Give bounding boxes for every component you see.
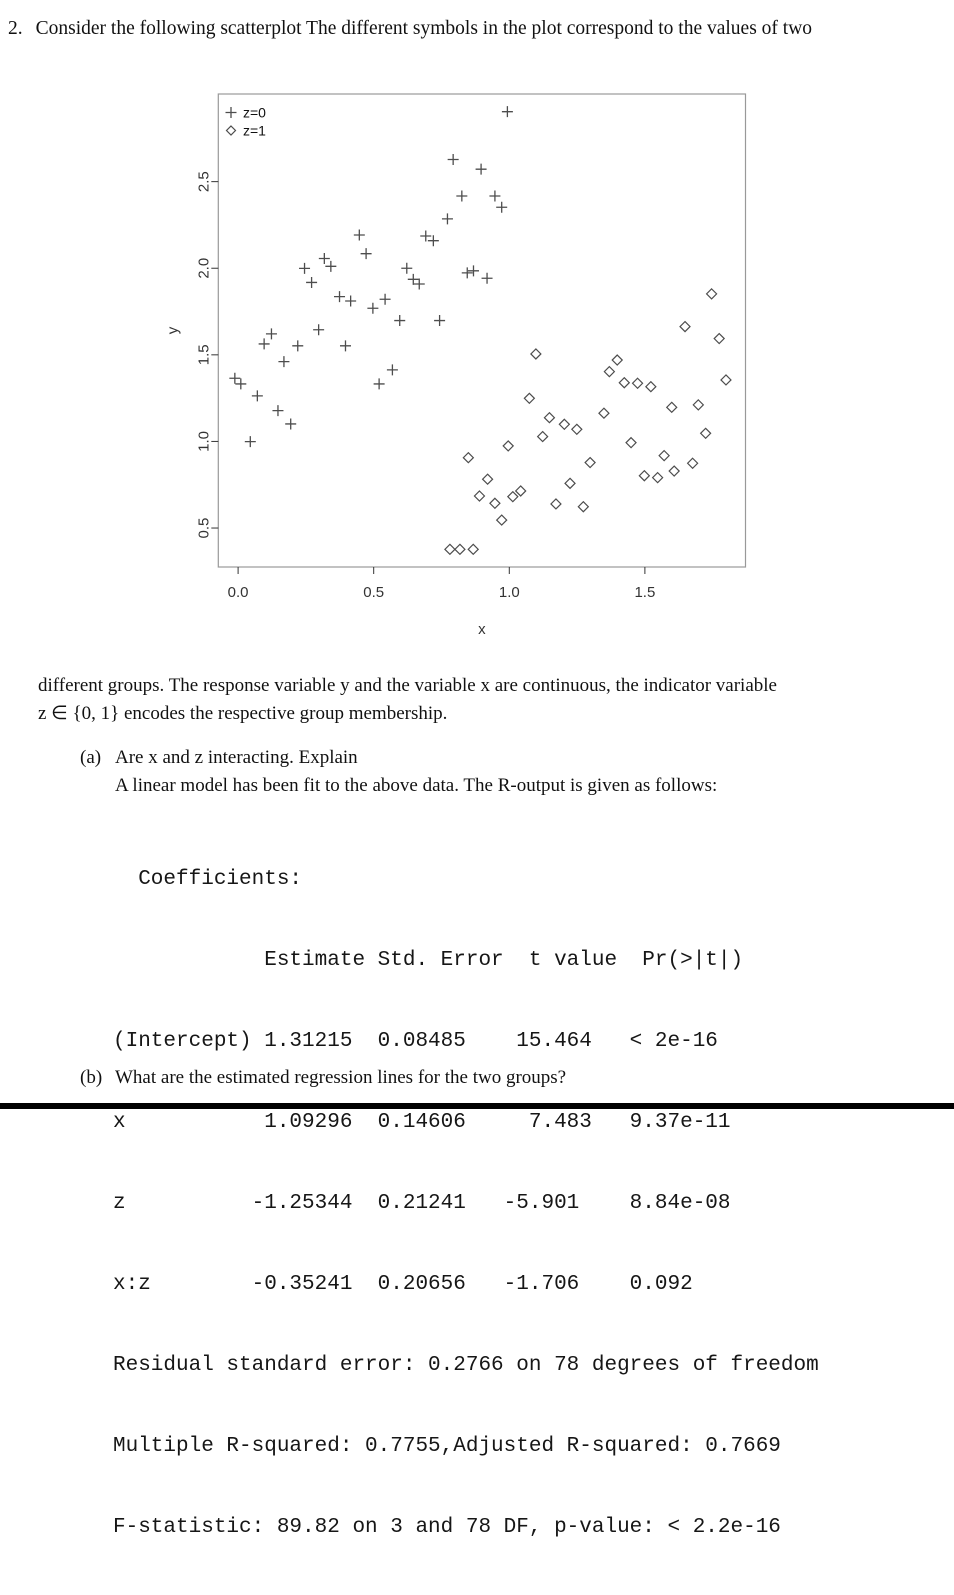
data-point-diamond-z1 — [565, 478, 575, 488]
r-output-row-intercept: (Intercept) 1.31215 0.08485 15.464 < 2e-16 — [113, 1030, 718, 1053]
data-point-diamond-z1 — [531, 349, 541, 359]
x-tick-label: 0.5 — [363, 584, 385, 601]
y-tick-label: 1.0 — [195, 431, 213, 452]
data-point-plus-z0 — [272, 405, 283, 416]
data-point-plus-z0 — [462, 267, 473, 278]
r-output-row-z: z -1.25344 0.21241 -5.901 8.84e-08 — [113, 1192, 731, 1215]
data-point-diamond-z1 — [551, 499, 561, 509]
plot-box — [218, 94, 745, 567]
data-point-plus-z0 — [367, 303, 378, 314]
data-point-plus-z0 — [456, 191, 467, 202]
data-point-plus-z0 — [345, 295, 356, 306]
data-point-plus-z0 — [334, 291, 345, 302]
data-point-diamond-z1 — [680, 322, 690, 332]
y-tick-label: 0.5 — [195, 517, 213, 539]
part-b-body — [115, 1064, 566, 1092]
part-b-label: (b) — [80, 1067, 103, 1088]
part-a-body — [115, 744, 717, 799]
r-output-coefficients-title: Coefficients: — [113, 868, 303, 891]
data-point-diamond-z1 — [604, 367, 614, 377]
data-point-diamond-z1 — [508, 492, 518, 502]
r-output-residual-se: Residual standard error: 0.2766 on 78 degrees of freedom — [113, 1354, 819, 1377]
question-line — [8, 15, 948, 43]
data-point-diamond-z1 — [599, 408, 609, 418]
y-tick-label: 1.5 — [195, 344, 213, 366]
data-point-diamond-z1 — [707, 289, 717, 299]
data-point-diamond-z1 — [639, 471, 649, 481]
data-point-plus-z0 — [235, 378, 246, 389]
data-point-plus-z0 — [468, 265, 479, 276]
r-output-row-x: x 1.09296 0.14606 7.483 9.37e-11 — [113, 1111, 731, 1134]
data-point-diamond-z1 — [693, 400, 703, 410]
data-point-plus-z0 — [252, 390, 263, 401]
data-point-diamond-z1 — [612, 355, 622, 365]
data-point-diamond-z1 — [701, 428, 711, 438]
part-a-line1: Are x and z interacting. Explain — [115, 747, 358, 768]
data-point-plus-z0 — [361, 248, 372, 259]
data-point-plus-z0 — [442, 213, 453, 224]
part-b-line1: What are the estimated regression lines for the two groups? — [115, 1067, 567, 1088]
data-point-plus-z0 — [266, 328, 277, 339]
x-tick-label: 1.0 — [498, 584, 520, 601]
data-point-plus-z0 — [319, 253, 330, 264]
data-point-plus-z0 — [414, 278, 425, 289]
data-point-diamond-z1 — [578, 502, 588, 512]
data-point-plus-z0 — [489, 191, 500, 202]
data-point-diamond-z1 — [483, 474, 493, 484]
data-point-plus-z0 — [448, 154, 459, 165]
r-output-f-statistic: F-statistic: 89.82 on 3 and 78 DF, p-value: < 2.2e-16 — [113, 1516, 781, 1539]
data-point-diamond-z1 — [653, 473, 663, 483]
y-axis-label: y — [164, 326, 182, 335]
data-point-diamond-z1 — [619, 378, 629, 388]
data-point-diamond-z1 — [646, 382, 656, 392]
bottom-screenshot-bar — [0, 1103, 954, 1109]
part-a-line2: A linear model has been fit to the above data. The R-output is given as follows: — [115, 774, 718, 796]
data-point-plus-z0 — [354, 229, 365, 240]
body-paragraph — [38, 672, 938, 727]
data-point-diamond-z1 — [559, 419, 569, 429]
data-point-plus-z0 — [285, 418, 296, 429]
r-output-block — [113, 812, 819, 1595]
x-tick-label: 1.5 — [634, 584, 656, 601]
part-a — [80, 744, 940, 799]
question-number: 2. — [8, 18, 23, 39]
data-point-plus-z0 — [259, 338, 270, 349]
r-output-table-header: Estimate Std. Error t value Pr(>|t|) — [113, 949, 744, 972]
data-point-plus-z0 — [325, 261, 336, 272]
data-point-diamond-z1 — [463, 453, 473, 463]
x-tick-label: 0.0 — [227, 584, 249, 601]
data-point-diamond-z1 — [445, 544, 455, 554]
y-tick-label: 2.5 — [195, 171, 213, 193]
y-tick-label: 2.0 — [195, 257, 213, 279]
data-point-plus-z0 — [292, 340, 303, 351]
data-point-diamond-z1 — [538, 432, 548, 442]
body-paragraph-line1: different groups. The response variable y and the variable x are continuous, the indicator variable — [38, 675, 777, 696]
data-point-plus-z0 — [340, 340, 351, 351]
data-point-plus-z0 — [401, 263, 412, 274]
legend-plus-icon — [226, 107, 237, 118]
data-point-plus-z0 — [476, 164, 487, 175]
data-point-plus-z0 — [229, 373, 240, 384]
data-point-plus-z0 — [502, 106, 513, 117]
data-point-diamond-z1 — [633, 378, 643, 388]
data-point-plus-z0 — [482, 273, 493, 284]
x-axis-label: x — [478, 621, 486, 638]
data-point-plus-z0 — [434, 315, 445, 326]
question-intro: Consider the following scatterplot The different symbols in the plot correspond to the values of two — [35, 18, 813, 39]
data-point-diamond-z1 — [714, 334, 724, 344]
data-point-plus-z0 — [496, 202, 507, 213]
legend-label-z=0: z=0 — [243, 104, 266, 121]
data-point-diamond-z1 — [503, 441, 513, 451]
legend-diamond-icon — [227, 126, 236, 135]
scatterplot — [150, 85, 770, 650]
part-a-label: (a) — [80, 747, 102, 768]
data-point-plus-z0 — [394, 315, 405, 326]
data-point-plus-z0 — [245, 436, 256, 447]
data-point-plus-z0 — [387, 364, 398, 375]
data-point-diamond-z1 — [455, 544, 465, 554]
data-point-diamond-z1 — [474, 491, 484, 501]
data-point-diamond-z1 — [490, 498, 500, 508]
data-point-plus-z0 — [374, 378, 385, 389]
data-point-diamond-z1 — [516, 486, 526, 496]
body-paragraph-line2: z ∈ {0, 1} encodes the respective group membership. — [38, 702, 448, 724]
data-point-plus-z0 — [299, 263, 310, 274]
data-point-diamond-z1 — [468, 544, 478, 554]
data-point-plus-z0 — [278, 356, 289, 367]
part-b — [80, 1064, 940, 1092]
data-point-plus-z0 — [380, 294, 391, 305]
data-point-diamond-z1 — [667, 402, 677, 412]
data-point-diamond-z1 — [544, 413, 554, 423]
data-point-plus-z0 — [408, 274, 419, 285]
data-point-diamond-z1 — [626, 438, 636, 448]
data-point-plus-z0 — [313, 324, 324, 335]
data-point-diamond-z1 — [688, 458, 698, 468]
r-output-row-xz: x:z -0.35241 0.20656 -1.706 0.092 — [113, 1273, 693, 1296]
data-point-diamond-z1 — [659, 451, 669, 461]
data-point-diamond-z1 — [669, 466, 679, 476]
data-point-plus-z0 — [428, 235, 439, 246]
legend-label-z=1: z=1 — [243, 122, 266, 139]
data-point-plus-z0 — [420, 231, 431, 242]
data-point-diamond-z1 — [497, 515, 507, 525]
data-point-plus-z0 — [306, 277, 317, 288]
data-point-diamond-z1 — [721, 375, 731, 385]
data-point-diamond-z1 — [572, 424, 582, 434]
r-output-r-squared: Multiple R-squared: 0.7755,Adjusted R-squared: 0.7669 — [113, 1435, 781, 1458]
data-point-diamond-z1 — [585, 458, 595, 468]
data-point-diamond-z1 — [524, 393, 534, 403]
